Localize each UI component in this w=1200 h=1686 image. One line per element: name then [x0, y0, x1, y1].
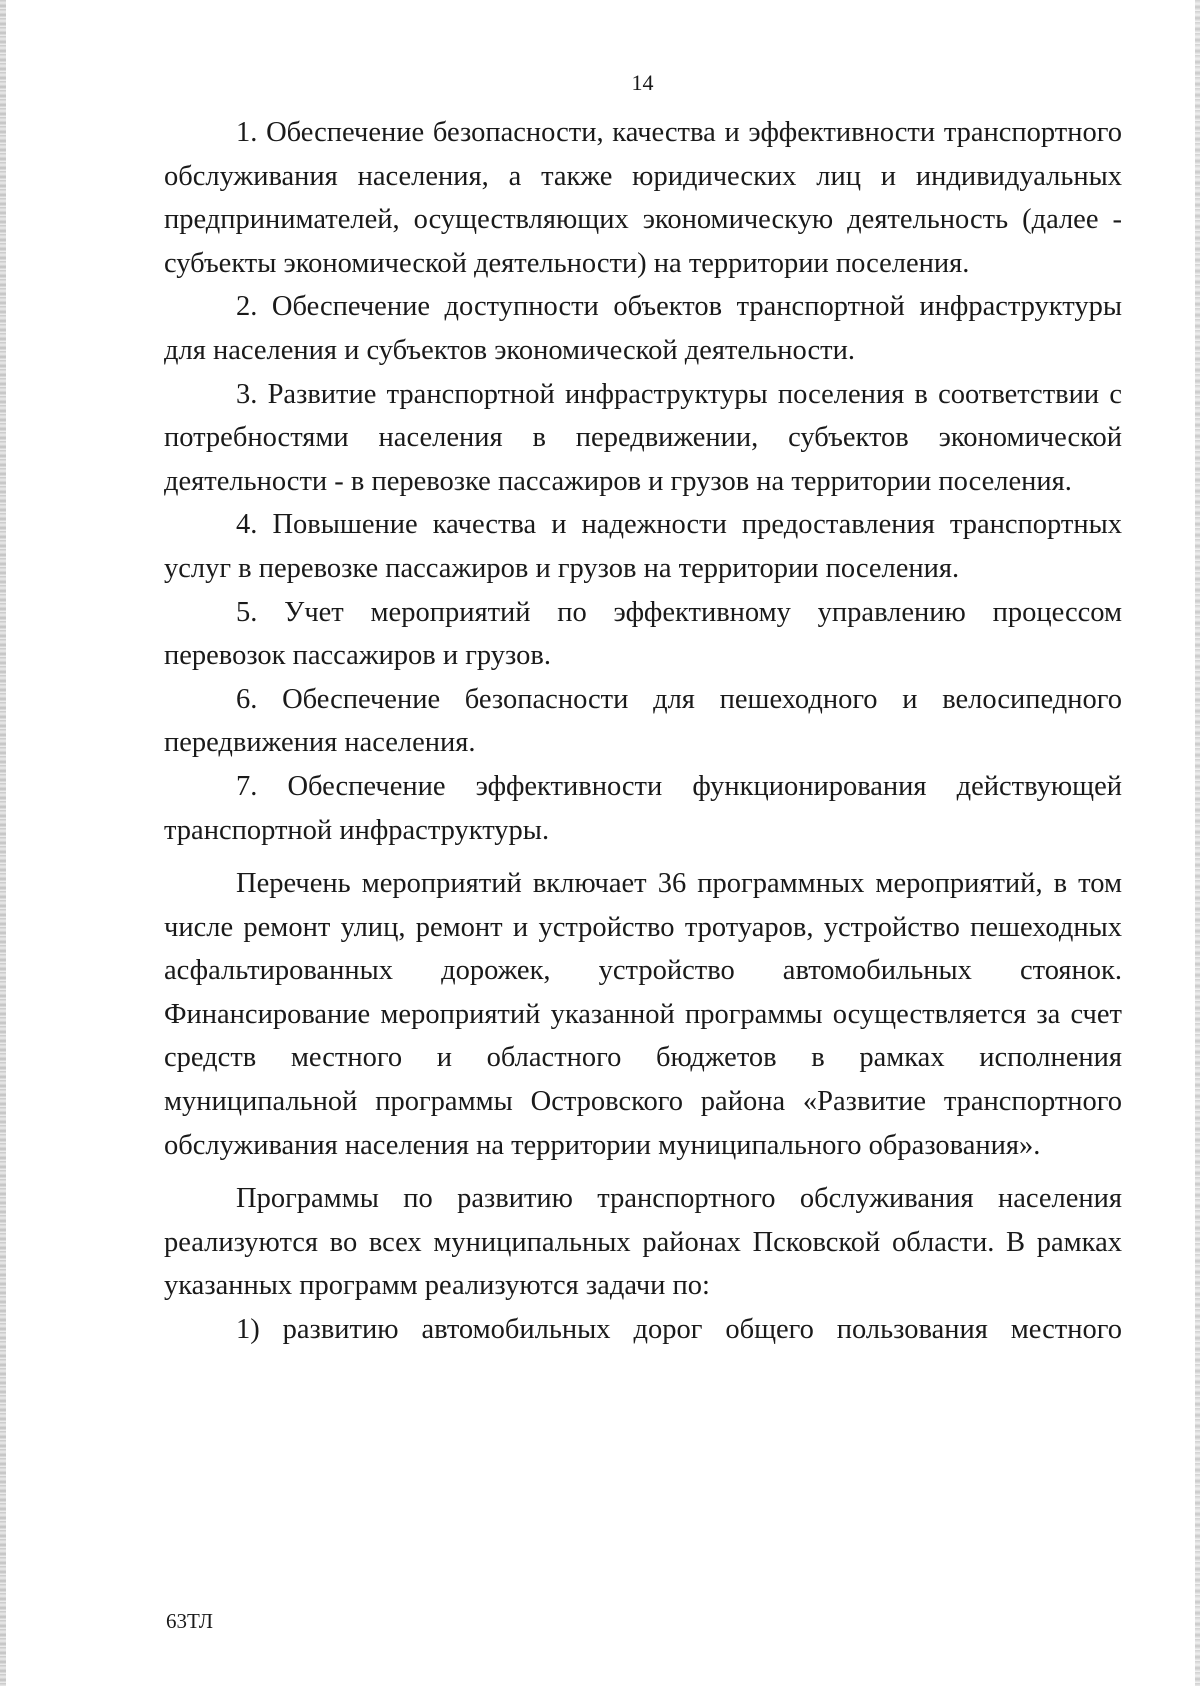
- paragraph-item-7: 7. Обеспечение эффективности функционирования действующей транспортной инфраструктуры.: [164, 770, 1122, 846]
- paragraph-task-1: 1) развитию автомобильных дорог общего пользования местного: [236, 1314, 1122, 1346]
- footer-code: 63ТЛ: [166, 1609, 214, 1633]
- paragraph-item-3: 3. Развитие транспортной инфраструктуры поселения в соответствии с потребностями населения в передвижении, субъектов экономической деятельности - в перевозке пассажиров и грузов на территории поселения.: [164, 378, 1122, 497]
- scan-edge-left: [0, 0, 6, 1686]
- paragraph-measures-list: Перечень мероприятий включает 36 программных мероприятий, в том числе ремонт улиц, ремонт и устройство тротуаров, устройство пешеходных асфальтированных дорожек, устройство автомобильных стоянок. Финансирование мероприятий указанной программы осуществляется за счет средств местного и областного бюджетов в рамках исполнения муниципальной программы Островского района «Развитие транспортного обслуживания населения на территории муниципального образования».: [164, 868, 1122, 1161]
- paragraph-programs: Программы по развитию транспортного обслуживания населения реализуются во всех муниципальных районах Псковской области. В рамках указанных программ реализуются задачи по:: [164, 1183, 1122, 1302]
- document-body: [164, 111, 1122, 1352]
- paragraph-item-4: 4. Повышение качества и надежности предоставления транспортных услуг в перевозке пассажиров и грузов на территории поселения.: [164, 509, 1122, 584]
- page-number: 14: [631, 70, 654, 95]
- paragraph-item-1: 1. Обеспечение безопасности, качества и эффективности транспортного обслуживания населения, а также юридических лиц и индивидуальных предпринимателей, осуществляющих экономическую деятельность (далее - субъекты экономической деятельности) на территории поселения.: [164, 117, 1122, 279]
- paragraph-item-5: 5. Учет мероприятий по эффективному управлению процессом перевозок пассажиров и грузов.: [164, 596, 1122, 672]
- paragraph-item-6: 6. Обеспечение безопасности для пешеходного и велосипедного передвижения населения.: [164, 683, 1122, 759]
- paragraph-item-2: 2. Обеспечение доступности объектов транспортной инфраструктуры для населения и субъектов экономической деятельности.: [164, 291, 1122, 366]
- scan-edge-right: [1195, 0, 1200, 1686]
